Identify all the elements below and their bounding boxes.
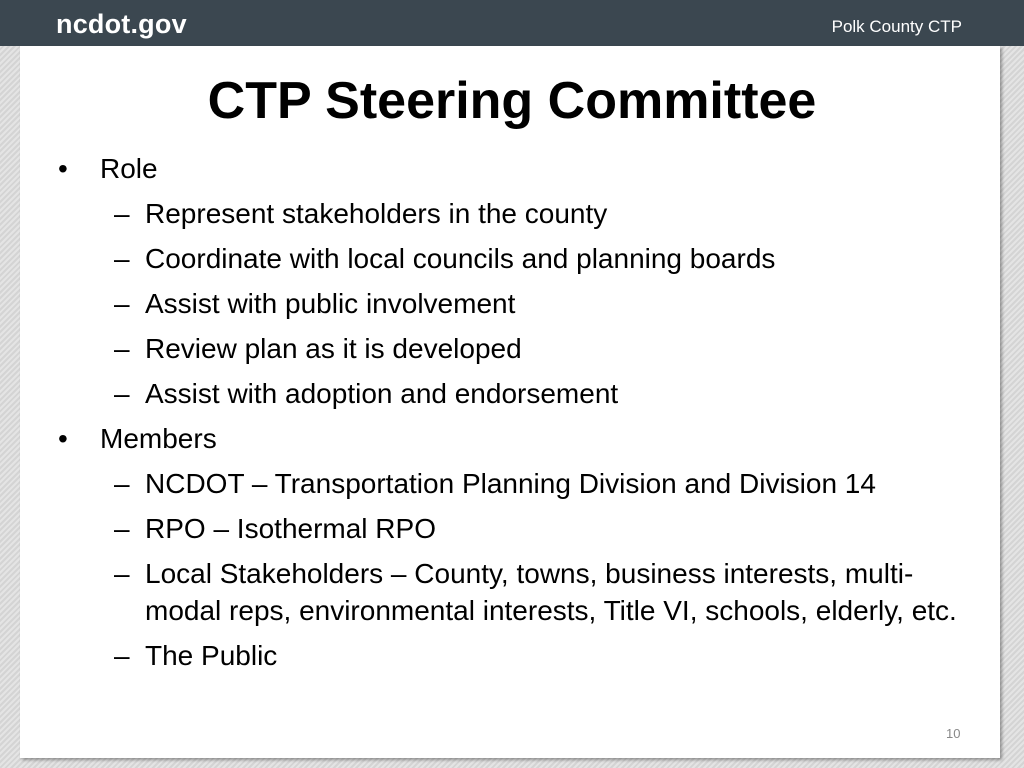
dash-marker: – [114, 243, 130, 274]
sub-bullet-item [58, 195, 978, 232]
sub-bullet-text: RPO – Isothermal RPO [145, 513, 436, 544]
sub-bullet-text: Coordinate with local councils and planning boards [145, 243, 776, 274]
sub-bullet-item [58, 375, 978, 412]
sub-bullet-item [58, 637, 978, 674]
page-number: 10 [946, 726, 961, 741]
sub-bullet-item [58, 510, 978, 547]
bullet-text: Role [100, 153, 158, 184]
presentation-name: Polk County CTP [831, 17, 962, 36]
dash-marker: – [114, 640, 130, 671]
sub-bullet-item [58, 240, 978, 277]
dash-marker: – [114, 198, 130, 229]
sub-bullet-text: Assist with adoption and endorsement [145, 378, 619, 409]
sub-bullet-text: NCDOT – Transportation Planning Division and Division 14 [145, 468, 876, 499]
sub-bullet-text: Represent stakeholders in the county [145, 198, 608, 229]
sub-bullet-item [58, 285, 978, 322]
slide-content [58, 150, 978, 682]
bullet-members [58, 420, 978, 457]
sub-bullet-text: Assist with public involvement [145, 288, 516, 319]
bullet-role [58, 150, 978, 187]
bullet-marker: • [58, 423, 68, 454]
bullet-text: Members [100, 423, 217, 454]
slide-title: CTP Steering Committee [207, 72, 817, 130]
sub-bullet-text: The Public [145, 640, 278, 671]
dash-marker: – [114, 513, 130, 544]
ncdot-logo: ncdot.gov [56, 9, 187, 39]
dash-marker: – [114, 288, 130, 319]
dash-marker: – [114, 378, 130, 409]
dash-marker: – [114, 333, 130, 364]
bullet-marker: • [58, 153, 68, 184]
sub-bullet-item [58, 330, 978, 367]
sub-bullet-text: Local Stakeholders – County, towns, business interests, multi-modal reps, environmental interests, Title VI, schools, elderly, etc. [145, 558, 957, 626]
sub-bullet-item [58, 465, 978, 502]
header-bar [0, 0, 1024, 46]
sub-bullet-item [58, 555, 978, 629]
dash-marker: – [114, 558, 130, 589]
sub-bullet-text: Review plan as it is developed [145, 333, 522, 364]
dash-marker: – [114, 468, 130, 499]
